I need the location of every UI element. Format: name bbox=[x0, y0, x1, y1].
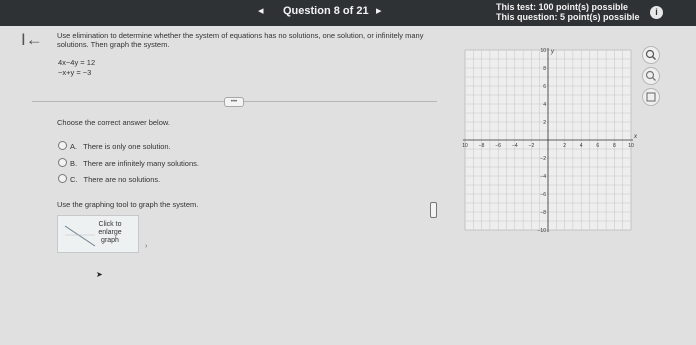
more-button[interactable]: ••• bbox=[224, 97, 244, 107]
option-letter: A. bbox=[70, 142, 78, 151]
zoom-out-icon[interactable] bbox=[642, 67, 660, 85]
enlarge-graph-button[interactable] bbox=[57, 215, 139, 253]
y-tick-label: −4 bbox=[540, 174, 546, 180]
x-axis-label: x bbox=[634, 134, 637, 140]
fit-graph-icon[interactable] bbox=[642, 88, 660, 106]
x-tick-label: 10 bbox=[462, 143, 468, 149]
enlarge-graph-label bbox=[90, 221, 130, 245]
top-bar bbox=[0, 0, 696, 26]
equation-1: 4x−4y = 12 bbox=[58, 58, 96, 67]
enlarge-line-2: enlarge bbox=[98, 229, 122, 236]
y-tick-label: 10 bbox=[540, 48, 546, 54]
info-icon[interactable]: i bbox=[650, 6, 663, 19]
x-tick-label: −6 bbox=[495, 143, 502, 149]
x-tick-label: −8 bbox=[478, 143, 485, 149]
y-tick-label: −8 bbox=[540, 210, 546, 216]
x-tick-label: 2 bbox=[563, 143, 566, 149]
x-tick-label: 6 bbox=[596, 143, 600, 149]
test-points: This test: 100 point(s) possible bbox=[496, 2, 629, 12]
x-tick-label: 10 bbox=[628, 143, 634, 149]
enlarge-line-1: Click to bbox=[98, 221, 122, 228]
scrollbar[interactable] bbox=[430, 202, 437, 218]
coordinate-graph[interactable] bbox=[459, 44, 637, 239]
graph-tool-instruction: Use the graphing tool to graph the system. bbox=[57, 200, 199, 209]
y-axis-label: y bbox=[551, 49, 554, 55]
y-tick-label: 2 bbox=[543, 120, 546, 126]
question-points: This question: 5 point(s) possible bbox=[496, 12, 640, 22]
choose-prompt: Choose the correct answer below. bbox=[57, 118, 170, 127]
caret-icon: › bbox=[145, 243, 148, 250]
option-b[interactable] bbox=[58, 158, 199, 168]
zoom-in-icon[interactable] bbox=[642, 46, 660, 64]
y-tick-label: −6 bbox=[540, 192, 546, 198]
y-tick-label: 4 bbox=[543, 102, 546, 108]
equation-2: −x+y = −3 bbox=[58, 68, 92, 77]
question-title[interactable]: Question 8 of 21 bbox=[283, 5, 369, 17]
y-tick-label: −10 bbox=[537, 228, 546, 234]
back-icon[interactable]: I← bbox=[21, 30, 43, 49]
option-text: There is only one solution. bbox=[83, 142, 171, 151]
option-text: There are no solutions. bbox=[83, 175, 161, 184]
option-a[interactable] bbox=[58, 141, 171, 151]
y-tick-label: −2 bbox=[540, 156, 546, 162]
previous-question-button[interactable]: ◂ bbox=[258, 5, 264, 17]
option-c[interactable] bbox=[58, 174, 160, 184]
x-tick-label: −4 bbox=[511, 143, 518, 149]
option-letter: B. bbox=[70, 159, 78, 168]
x-tick-label: −2 bbox=[528, 143, 535, 149]
y-tick-label: 6 bbox=[543, 84, 546, 90]
radio-button[interactable] bbox=[58, 174, 67, 183]
mouse-cursor-icon: ➤ bbox=[96, 270, 103, 279]
next-question-button[interactable]: ▸ bbox=[376, 5, 382, 17]
x-tick-label: 4 bbox=[579, 143, 583, 149]
radio-button[interactable] bbox=[58, 158, 67, 167]
graph-svg[interactable] bbox=[459, 44, 637, 234]
x-tick-label: 8 bbox=[613, 143, 616, 149]
option-text: There are infinitely many solutions. bbox=[83, 159, 199, 168]
problem-instructions: Use elimination to determine whether the system of equations has no solutions, one solution, or infinitely many solutions. Then graph the system. bbox=[57, 31, 424, 49]
option-letter: C. bbox=[70, 175, 78, 184]
radio-button[interactable] bbox=[58, 141, 67, 150]
y-tick-label: 8 bbox=[543, 66, 546, 72]
enlarge-line-3: graph bbox=[101, 237, 119, 244]
